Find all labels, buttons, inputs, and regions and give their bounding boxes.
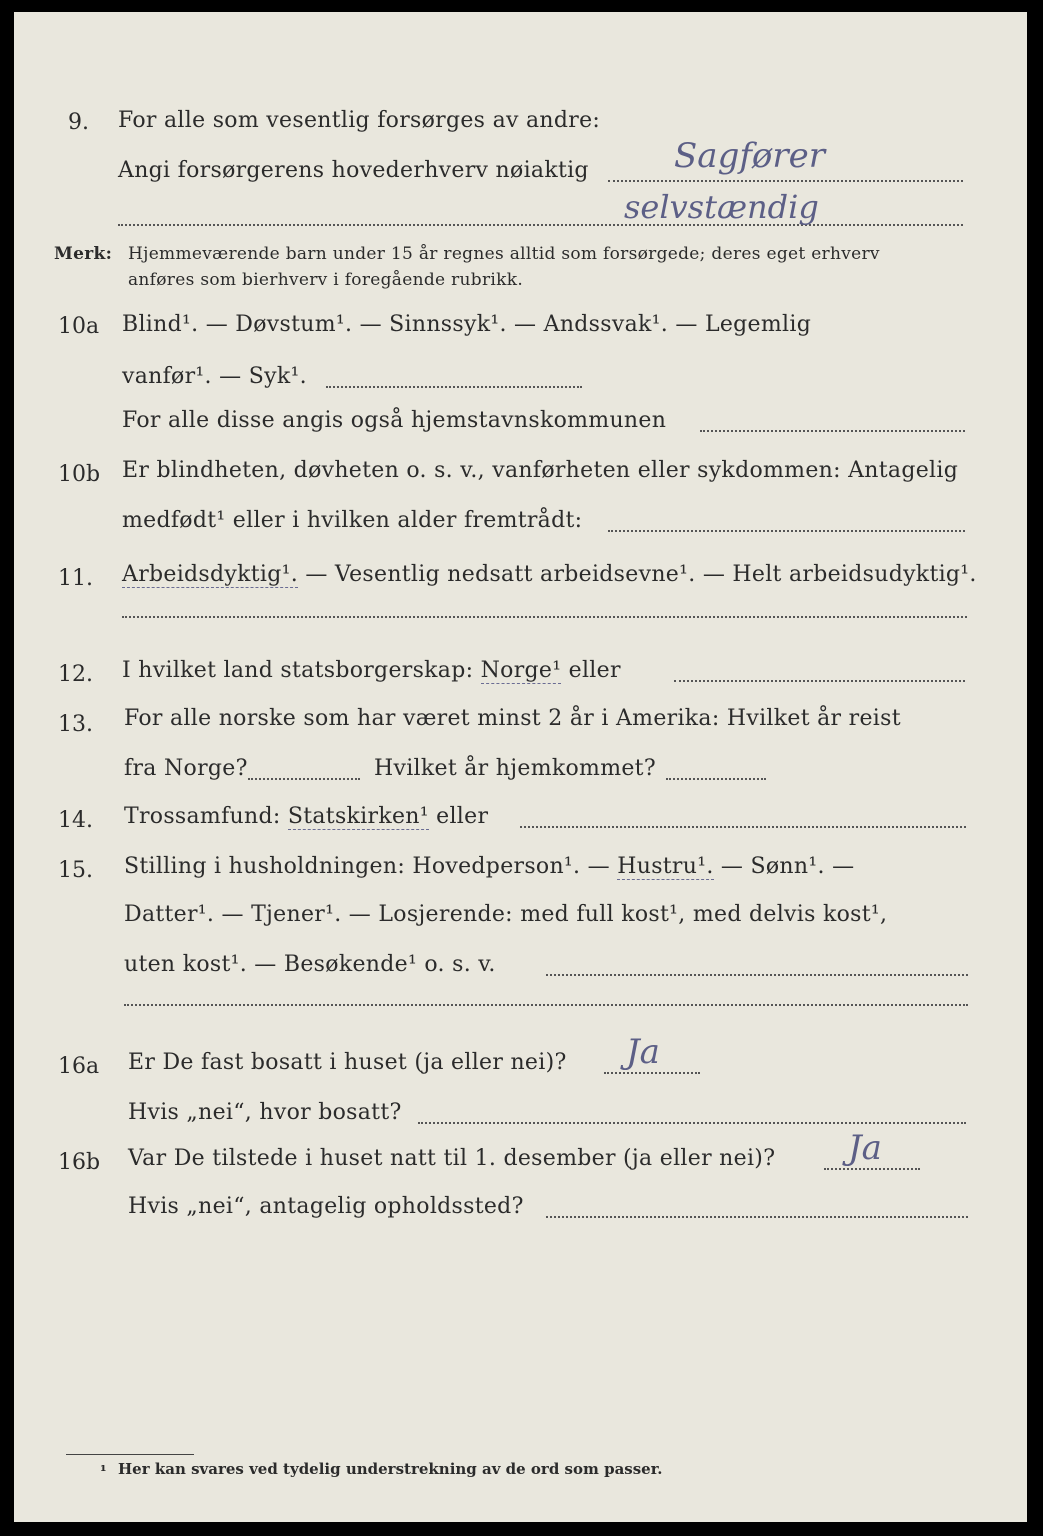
q12-underlined-answer: Norge¹ [480,658,562,683]
q10b-answer-line [608,530,965,532]
q15-line1b: — Sønn¹. — [720,854,855,879]
q15-number: 15. [58,858,93,883]
q16b-handwritten-answer: Ja [848,1128,882,1168]
q15-underlined-answer: Hustru¹. [617,854,714,879]
q12-prefix: I hvilket land statsborgerskap: [122,658,474,683]
q14-answer-line [520,826,966,828]
q16b-answer-line [824,1168,920,1170]
q15-line3: uten kost¹. — Besøkende¹ o. s. v. [124,952,496,977]
q12-suffix: eller [568,658,621,683]
q9-line1: For alle som vesentlig forsørges av andre: [118,108,601,133]
q13-reist-line [248,778,360,780]
footnote-mark: ¹ [100,1462,107,1480]
q9-number: 9. [68,110,89,135]
q16b-line1: Var De tilstede i huset natt til 1. desember (ja eller nei)? [128,1146,776,1171]
q9-answer-line2 [118,224,963,226]
q14-suffix: eller [436,804,489,829]
q10a-line2: vanfør¹. — Syk¹. [122,364,307,389]
merk-line1: Hjemmeværende barn under 15 år regnes alltid som forsørgede; deres eget erhverv [128,244,880,264]
q12-answer-line [674,680,965,682]
q16a-line2: Hvis „nei“, hvor bosatt? [128,1100,402,1125]
q14-prefix: Trossamfund: [124,804,281,829]
q15-answer-line [546,974,968,976]
footnote-text: Her kan svares ved tydelig understrekning av de ord som passer. [118,1460,663,1478]
q10b-number: 10b [58,462,101,487]
q11-number: 11. [58,566,93,591]
q13-number: 13. [58,712,93,737]
q12-number: 12. [58,662,93,687]
q13-hjemkommet-line [666,778,766,780]
footnote-rule [66,1454,194,1455]
q10a-line1: Blind¹. — Døvstum¹. — Sinnssyk¹. — Andssvak¹. — Legemlig [122,312,812,337]
q16b-line2: Hvis „nei“, antagelig opholdssted? [128,1194,524,1219]
merk-line2: anføres som bierhverv i foregående rubrikk. [128,270,524,290]
q10b-line1: Er blindheten, døvheten o. s. v., vanførheten eller sykdommen: Antagelig [122,458,959,483]
q16a-line1: Er De fast bosatt i huset (ja eller nei)? [128,1050,567,1075]
q15-answer-line2 [124,1004,968,1006]
q10a-syk-line [326,386,582,388]
q16a-handwritten-answer: Ja [626,1032,660,1072]
q16b-number: 16b [58,1150,101,1175]
q13-line2b: Hvilket år hjemkommet? [374,756,656,781]
q9-answer-line [608,180,963,182]
q12-line [122,658,621,683]
q16a-bosatt-line [418,1122,966,1124]
q16a-number: 16a [58,1054,100,1079]
q15-line1a: Stilling i husholdningen: Hovedperson¹. — [124,854,610,879]
q9-handwritten-answer1: Sagfører [674,136,826,176]
q9-line2: Angi forsørgerens hovederhverv nøiaktig [118,158,589,183]
q13-line1: For alle norske som har været minst 2 år i Amerika: Hvilket år reist [124,706,901,731]
q10a-number: 10a [58,314,100,339]
q11-rest: — Vesentlig nedsatt arbeidsevne¹. — Helt arbeidsudyktig¹. [305,562,977,587]
q11-line [122,562,977,587]
census-form-page [14,12,1027,1522]
q10a-line3: For alle disse angis også hjemstavnskommunen [122,408,667,433]
q15-line2: Datter¹. — Tjener¹. — Losjerende: med full kost¹, med delvis kost¹, [124,902,888,927]
q9-handwritten-answer2: selvstændig [624,188,819,226]
q10b-line2: medfødt¹ eller i hvilken alder fremtrådt: [122,508,583,533]
q16a-answer-line [604,1072,700,1074]
merk-label: Merk: [54,244,113,264]
q14-line [124,804,488,829]
q11-underlined-answer: Arbeidsdyktig¹. [122,562,299,587]
q14-underlined-answer: Statskirken¹ [287,804,429,829]
q13-line2a: fra Norge? [124,756,248,781]
q11-answer-line [122,616,967,618]
q16b-opholdssted-line [546,1216,968,1218]
q15-line1 [124,854,854,879]
q14-number: 14. [58,808,93,833]
q10a-hjemstavn-line [700,430,965,432]
